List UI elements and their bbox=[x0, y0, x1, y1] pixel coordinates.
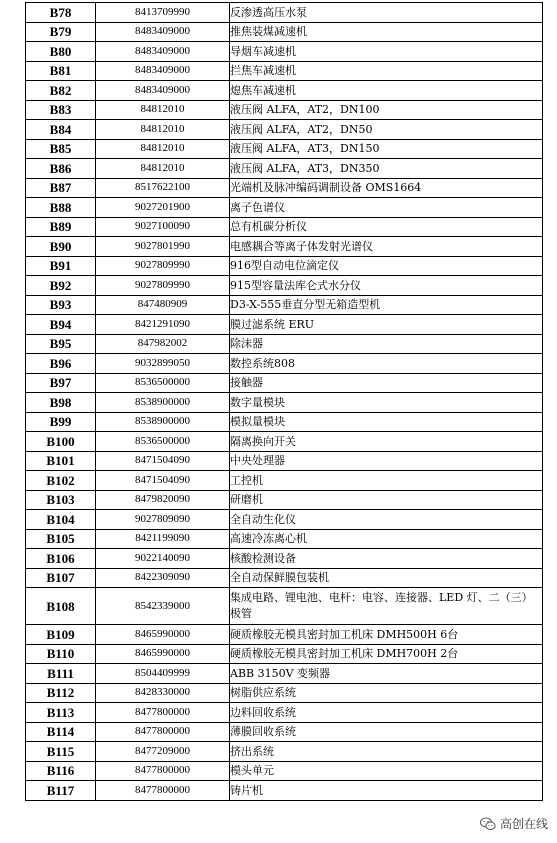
table-row bbox=[26, 393, 543, 413]
row-item-name: 膜过滤系统 ERU bbox=[230, 315, 543, 335]
row-code: B83 bbox=[26, 100, 96, 120]
row-code: B97 bbox=[26, 373, 96, 393]
row-hs-code: 8517622100 bbox=[96, 178, 230, 198]
row-hs-code: 847480909 bbox=[96, 295, 230, 315]
items-table-body bbox=[26, 3, 543, 801]
table-row bbox=[26, 510, 543, 530]
row-code: B107 bbox=[26, 568, 96, 588]
row-hs-code: 8536500000 bbox=[96, 373, 230, 393]
row-hs-code: 9022140090 bbox=[96, 549, 230, 569]
row-hs-code: 84812010 bbox=[96, 120, 230, 140]
row-item-name: 薄膜回收系统 bbox=[230, 722, 543, 742]
row-item-name: 光端机及脉冲编码调制设备 OMS1664 bbox=[230, 178, 543, 198]
row-item-name: 挤出系统 bbox=[230, 742, 543, 762]
row-hs-code: 8477800000 bbox=[96, 761, 230, 781]
table-row bbox=[26, 644, 543, 664]
row-hs-code: 84812010 bbox=[96, 100, 230, 120]
table-row bbox=[26, 159, 543, 179]
row-hs-code: 8477209000 bbox=[96, 742, 230, 762]
row-code: B100 bbox=[26, 432, 96, 452]
table-row bbox=[26, 549, 543, 569]
table-row bbox=[26, 295, 543, 315]
row-item-name: 液压阀 ALFA，AT3，DN350 bbox=[230, 159, 543, 179]
table-row bbox=[26, 217, 543, 237]
row-code: B113 bbox=[26, 703, 96, 723]
row-code: B92 bbox=[26, 276, 96, 296]
row-hs-code: 8542339000 bbox=[96, 588, 230, 625]
table-row bbox=[26, 22, 543, 42]
row-code: B78 bbox=[26, 3, 96, 23]
row-code: B114 bbox=[26, 722, 96, 742]
row-code: B85 bbox=[26, 139, 96, 159]
row-code: B98 bbox=[26, 393, 96, 413]
row-hs-code: 8465990000 bbox=[96, 625, 230, 645]
row-code: B104 bbox=[26, 510, 96, 530]
row-item-name: 硬质橡胶无模具密封加工机床 DMH500H 6台 bbox=[230, 625, 543, 645]
table-row bbox=[26, 3, 543, 23]
row-item-name: 推焦装煤减速机 bbox=[230, 22, 543, 42]
table-row bbox=[26, 722, 543, 742]
row-code: B86 bbox=[26, 159, 96, 179]
row-item-name: 边料回收系统 bbox=[230, 703, 543, 723]
table-row bbox=[26, 412, 543, 432]
row-hs-code: 9027201900 bbox=[96, 198, 230, 218]
row-hs-code: 9027809990 bbox=[96, 256, 230, 276]
row-code: B93 bbox=[26, 295, 96, 315]
row-item-name: 总有机碳分析仪 bbox=[230, 217, 543, 237]
row-item-name: 导烟车减速机 bbox=[230, 42, 543, 62]
row-item-name: 模拟量模块 bbox=[230, 412, 543, 432]
row-hs-code: 8422309090 bbox=[96, 568, 230, 588]
row-code: B105 bbox=[26, 529, 96, 549]
table-row bbox=[26, 664, 543, 684]
row-code: B115 bbox=[26, 742, 96, 762]
row-code: B116 bbox=[26, 761, 96, 781]
row-hs-code: 9027809090 bbox=[96, 510, 230, 530]
row-hs-code: 8504409999 bbox=[96, 664, 230, 684]
row-code: B108 bbox=[26, 588, 96, 625]
table-row bbox=[26, 471, 543, 491]
row-item-name: 核酸检测设备 bbox=[230, 549, 543, 569]
table-row bbox=[26, 178, 543, 198]
row-item-name: 模头单元 bbox=[230, 761, 543, 781]
table-row bbox=[26, 683, 543, 703]
row-hs-code: 84812010 bbox=[96, 139, 230, 159]
row-hs-code: 8483409000 bbox=[96, 81, 230, 101]
row-hs-code: 8538900000 bbox=[96, 412, 230, 432]
table-row bbox=[26, 451, 543, 471]
row-hs-code: 8483409000 bbox=[96, 22, 230, 42]
row-hs-code: 8483409000 bbox=[96, 42, 230, 62]
row-code: B102 bbox=[26, 471, 96, 491]
row-item-name: 数字量模块 bbox=[230, 393, 543, 413]
row-item-name: 反渗透高压水泵 bbox=[230, 3, 543, 23]
table-row bbox=[26, 625, 543, 645]
row-hs-code: 9027809990 bbox=[96, 276, 230, 296]
row-item-name: 接触器 bbox=[230, 373, 543, 393]
watermark-text: 高创在线 bbox=[499, 817, 548, 831]
row-item-name: 拦焦车减速机 bbox=[230, 61, 543, 81]
row-item-name: 电感耦合等离子体发射光谱仪 bbox=[230, 237, 543, 257]
row-hs-code: 8536500000 bbox=[96, 432, 230, 452]
row-code: B88 bbox=[26, 198, 96, 218]
table-row bbox=[26, 742, 543, 762]
table-row bbox=[26, 529, 543, 549]
row-hs-code: 8465990000 bbox=[96, 644, 230, 664]
table-row bbox=[26, 198, 543, 218]
row-code: B117 bbox=[26, 781, 96, 801]
row-code: B94 bbox=[26, 315, 96, 335]
row-code: B112 bbox=[26, 683, 96, 703]
row-code: B91 bbox=[26, 256, 96, 276]
row-code: B110 bbox=[26, 644, 96, 664]
row-code: B89 bbox=[26, 217, 96, 237]
row-code: B101 bbox=[26, 451, 96, 471]
row-item-name: 全自动保鲜膜包装机 bbox=[230, 568, 543, 588]
row-code: B90 bbox=[26, 237, 96, 257]
watermark bbox=[477, 814, 551, 833]
table-row bbox=[26, 588, 543, 625]
items-table bbox=[25, 2, 543, 801]
row-hs-code: 8538900000 bbox=[96, 393, 230, 413]
row-item-name: 全自动生化仪 bbox=[230, 510, 543, 530]
row-item-name: 隔离换向开关 bbox=[230, 432, 543, 452]
table-row bbox=[26, 81, 543, 101]
row-hs-code: 8471504090 bbox=[96, 471, 230, 491]
row-hs-code: 8477800000 bbox=[96, 781, 230, 801]
table-row bbox=[26, 120, 543, 140]
table-row bbox=[26, 256, 543, 276]
table-row bbox=[26, 61, 543, 81]
row-item-name: 熄焦车减速机 bbox=[230, 81, 543, 101]
row-hs-code: 9027100090 bbox=[96, 217, 230, 237]
row-hs-code: 8477800000 bbox=[96, 703, 230, 723]
row-hs-code: 84812010 bbox=[96, 159, 230, 179]
row-code: B111 bbox=[26, 664, 96, 684]
row-item-name: 液压阀 ALFA，AT3，DN150 bbox=[230, 139, 543, 159]
table-row bbox=[26, 100, 543, 120]
row-item-name: 除沫器 bbox=[230, 334, 543, 354]
row-item-name: 液压阀 ALFA，AT2，DN100 bbox=[230, 100, 543, 120]
row-code: B80 bbox=[26, 42, 96, 62]
row-code: B109 bbox=[26, 625, 96, 645]
row-item-name: 铸片机 bbox=[230, 781, 543, 801]
row-item-name: ABB 3150V 变频器 bbox=[230, 664, 543, 684]
row-item-name: 数控系统808 bbox=[230, 354, 543, 374]
row-hs-code: 847982002 bbox=[96, 334, 230, 354]
row-code: B82 bbox=[26, 81, 96, 101]
table-row bbox=[26, 139, 543, 159]
table-row bbox=[26, 373, 543, 393]
table-row bbox=[26, 703, 543, 723]
row-hs-code: 8471504090 bbox=[96, 451, 230, 471]
row-code: B95 bbox=[26, 334, 96, 354]
row-item-name: 工控机 bbox=[230, 471, 543, 491]
row-item-name: 树脂供应系统 bbox=[230, 683, 543, 703]
row-code: B79 bbox=[26, 22, 96, 42]
table-row bbox=[26, 432, 543, 452]
row-item-name: 中央处理器 bbox=[230, 451, 543, 471]
row-code: B96 bbox=[26, 354, 96, 374]
row-code: B106 bbox=[26, 549, 96, 569]
row-item-name: 915型容量法库仑式水分仪 bbox=[230, 276, 543, 296]
table-row bbox=[26, 276, 543, 296]
row-hs-code: 8413709990 bbox=[96, 3, 230, 23]
table-row bbox=[26, 334, 543, 354]
row-hs-code: 9027801990 bbox=[96, 237, 230, 257]
table-row bbox=[26, 315, 543, 335]
wechat-icon bbox=[480, 817, 496, 831]
row-hs-code: 8479820090 bbox=[96, 490, 230, 510]
table-row bbox=[26, 761, 543, 781]
table-row bbox=[26, 781, 543, 801]
row-item-name: 916型自动电位滴定仪 bbox=[230, 256, 543, 276]
row-code: B99 bbox=[26, 412, 96, 432]
row-code: B103 bbox=[26, 490, 96, 510]
row-code: B81 bbox=[26, 61, 96, 81]
table-row bbox=[26, 568, 543, 588]
table-row bbox=[26, 237, 543, 257]
row-hs-code: 8428330000 bbox=[96, 683, 230, 703]
row-item-name: 离子色谱仪 bbox=[230, 198, 543, 218]
table-row bbox=[26, 354, 543, 374]
row-hs-code: 8477800000 bbox=[96, 722, 230, 742]
table-row bbox=[26, 42, 543, 62]
row-item-name: 液压阀 ALFA，AT2，DN50 bbox=[230, 120, 543, 140]
row-item-name: 研磨机 bbox=[230, 490, 543, 510]
row-item-name: 集成电路、锂电池、电杆：电容、连接器、LED 灯、二（三）极管 bbox=[230, 588, 543, 625]
row-hs-code: 9032899050 bbox=[96, 354, 230, 374]
row-code: B84 bbox=[26, 120, 96, 140]
row-code: B87 bbox=[26, 178, 96, 198]
table-row bbox=[26, 490, 543, 510]
row-hs-code: 8421199090 bbox=[96, 529, 230, 549]
row-hs-code: 8421291090 bbox=[96, 315, 230, 335]
row-item-name: D3-X-555垂直分型无箱造型机 bbox=[230, 295, 543, 315]
row-hs-code: 8483409000 bbox=[96, 61, 230, 81]
row-item-name: 高速冷冻离心机 bbox=[230, 529, 543, 549]
row-item-name: 硬质橡胶无模具密封加工机床 DMH700H 2台 bbox=[230, 644, 543, 664]
